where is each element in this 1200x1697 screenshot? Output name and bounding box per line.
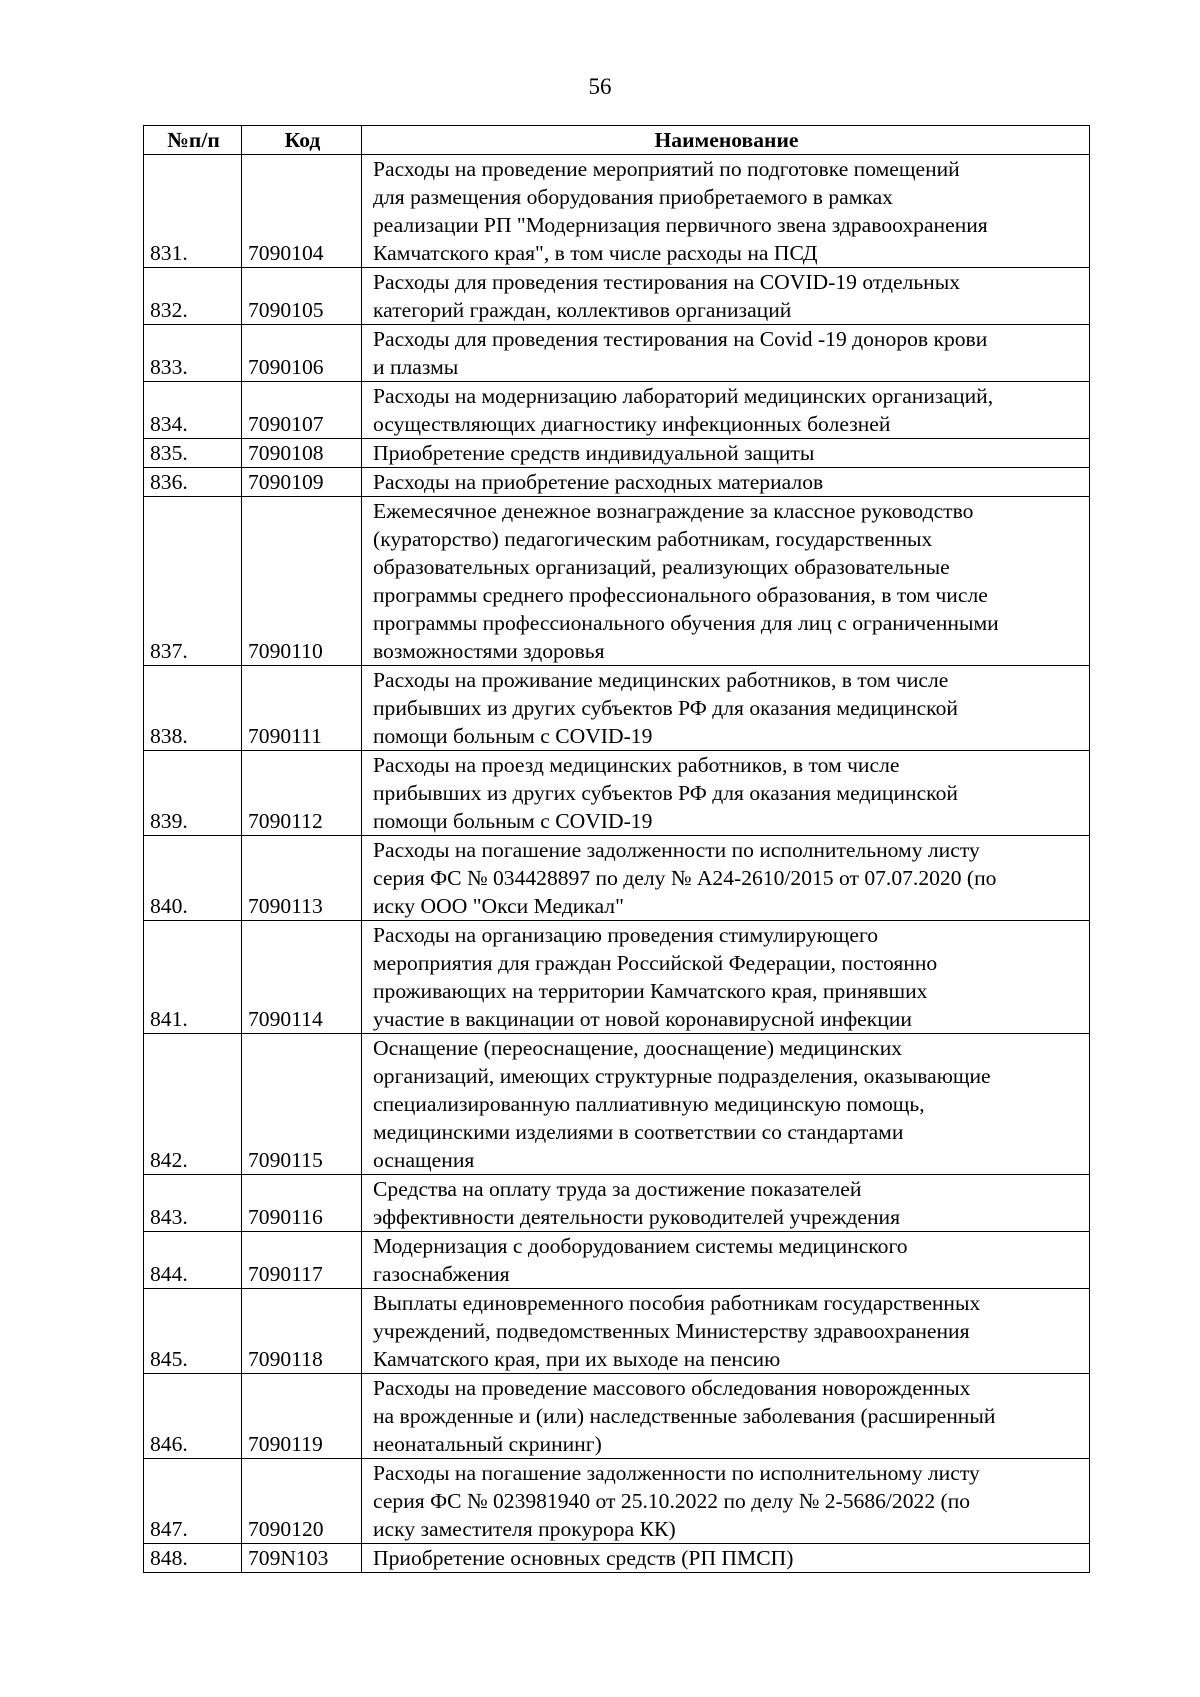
- table-row: [144, 1034, 1090, 1175]
- table-row: [144, 921, 1090, 1034]
- row-number: 843.: [144, 1175, 242, 1232]
- table-row: [144, 836, 1090, 921]
- row-name: Расходы на модернизацию лабораторий медицинских организаций, осуществляющих диагностику инфекционных болезней: [362, 382, 1090, 439]
- row-code: 7090117: [242, 1232, 362, 1289]
- row-code: 7090110: [242, 497, 362, 666]
- header-name: Наименование: [362, 126, 1090, 155]
- row-name: Расходы на погашение задолженности по исполнительному листу серия ФС № 034428897 по делу № А24-2610/2015 от 07.07.2020 (по иску ООО "Окси Медикал": [362, 836, 1090, 921]
- row-number: 838.: [144, 666, 242, 751]
- row-name: Оснащение (переоснащение, дооснащение) медицинских организаций, имеющих структурные подразделения, оказывающие специализированную паллиативную медицинскую помощь, медицинскими изделиями в соответствии со стандартами оснащения: [362, 1034, 1090, 1175]
- row-name: Расходы на проезд медицинских работников, в том числе прибывших из других субъектов РФ для оказания медицинской помощи больным с COVID-19: [362, 751, 1090, 836]
- table-header-row: [144, 126, 1090, 155]
- header-code: Код: [242, 126, 362, 155]
- row-code: 7090114: [242, 921, 362, 1034]
- row-number: 832.: [144, 268, 242, 325]
- row-name: Расходы на организацию проведения стимулирующего мероприятия для граждан Российской Федерации, постоянно проживающих на территории Камчатского края, принявших участие в вакцинации от новой коронавирусной инфекции: [362, 921, 1090, 1034]
- row-number: 844.: [144, 1232, 242, 1289]
- row-number: 836.: [144, 468, 242, 497]
- row-number: 842.: [144, 1034, 242, 1175]
- codes-table: [143, 125, 1090, 1573]
- table-row: [144, 1232, 1090, 1289]
- row-code: 7090105: [242, 268, 362, 325]
- table-row: [144, 751, 1090, 836]
- row-name: Расходы для проведения тестирования на COVID-19 отдельных категорий граждан, коллективов организаций: [362, 268, 1090, 325]
- row-name: Средства на оплату труда за достижение показателей эффективности деятельности руководителей учреждения: [362, 1175, 1090, 1232]
- row-number: 840.: [144, 836, 242, 921]
- row-code: 7090108: [242, 439, 362, 468]
- row-number: 839.: [144, 751, 242, 836]
- table-row: [144, 439, 1090, 468]
- row-code: 7090107: [242, 382, 362, 439]
- row-number: 834.: [144, 382, 242, 439]
- row-code: 7090113: [242, 836, 362, 921]
- row-number: 833.: [144, 325, 242, 382]
- page-number: 56: [588, 74, 612, 99]
- row-name: Расходы на проведение мероприятий по подготовке помещений для размещения оборудования приобретаемого в рамках реализации РП "Модернизация первичного звена здравоохранения Камчатского края", в том числе расходы на ПСД: [362, 155, 1090, 268]
- row-number: 831.: [144, 155, 242, 268]
- table-row: [144, 497, 1090, 666]
- row-number: 845.: [144, 1289, 242, 1374]
- table-row: [144, 1459, 1090, 1544]
- header-number: №п/п: [144, 126, 242, 155]
- row-number: 837.: [144, 497, 242, 666]
- row-code: 709N103: [242, 1544, 362, 1573]
- row-name: Расходы на проведение массового обследования новорожденных на врожденные и (или) наследственные заболевания (расширенный неонатальный скрининг): [362, 1374, 1090, 1459]
- row-name: Ежемесячное денежное вознаграждение за классное руководство (кураторство) педагогическим работникам, государственных образовательных организаций, реализующих образовательные программы среднего профессионального образования, в том числе программы профессионального обучения для лиц с ограниченными возможностями здоровья: [362, 497, 1090, 666]
- row-code: 7090104: [242, 155, 362, 268]
- row-number: 846.: [144, 1374, 242, 1459]
- row-code: 7090116: [242, 1175, 362, 1232]
- table-row: [144, 666, 1090, 751]
- row-name: Расходы на проживание медицинских работников, в том числе прибывших из других субъектов РФ для оказания медицинской помощи больным с COVID-19: [362, 666, 1090, 751]
- row-number: 848.: [144, 1544, 242, 1573]
- table-row: [144, 155, 1090, 268]
- table-row: [144, 325, 1090, 382]
- row-code: 7090118: [242, 1289, 362, 1374]
- row-code: 7090119: [242, 1374, 362, 1459]
- row-number: 847.: [144, 1459, 242, 1544]
- row-number: 835.: [144, 439, 242, 468]
- row-name: Модернизация с дооборудованием системы медицинского газоснабжения: [362, 1232, 1090, 1289]
- row-name: Приобретение основных средств (РП ПМСП): [362, 1544, 1090, 1573]
- row-name: Приобретение средств индивидуальной защиты: [362, 439, 1090, 468]
- row-code: 7090115: [242, 1034, 362, 1175]
- table-row: [144, 1544, 1090, 1573]
- row-name: Расходы на приобретение расходных материалов: [362, 468, 1090, 497]
- table-row: [144, 468, 1090, 497]
- row-code: 7090109: [242, 468, 362, 497]
- row-name: Расходы на погашение задолженности по исполнительному листу серия ФС № 023981940 от 25.10.2022 по делу № 2-5686/2022 (по иску заместителя прокурора КК): [362, 1459, 1090, 1544]
- table-row: [144, 1289, 1090, 1374]
- row-name: Расходы для проведения тестирования на Covid -19 доноров крови и плазмы: [362, 325, 1090, 382]
- row-number: 841.: [144, 921, 242, 1034]
- row-code: 7090112: [242, 751, 362, 836]
- row-name: Выплаты единовременного пособия работникам государственных учреждений, подведомственных Министерству здравоохранения Камчатского края, при их выходе на пенсию: [362, 1289, 1090, 1374]
- table-row: [144, 1374, 1090, 1459]
- row-code: 7090111: [242, 666, 362, 751]
- row-code: 7090106: [242, 325, 362, 382]
- table-row: [144, 268, 1090, 325]
- table-body: [144, 155, 1090, 1573]
- row-code: 7090120: [242, 1459, 362, 1544]
- table-row: [144, 382, 1090, 439]
- table-row: [144, 1175, 1090, 1232]
